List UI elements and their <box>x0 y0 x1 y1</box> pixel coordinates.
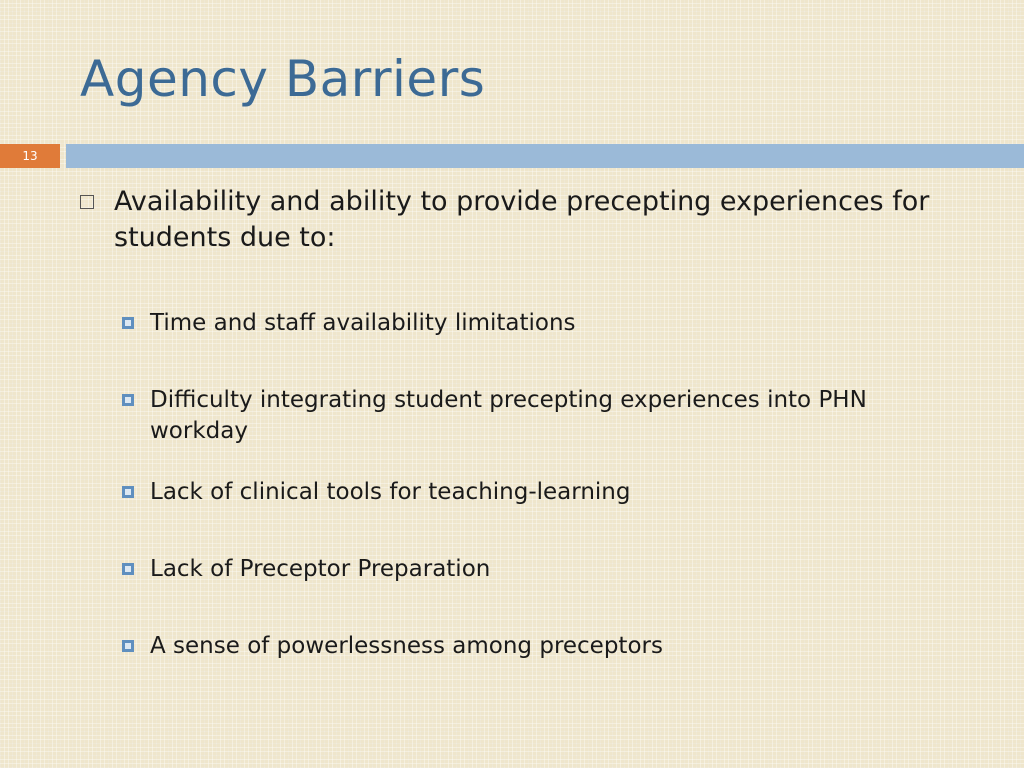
header-divider-bar <box>66 144 1024 168</box>
sub-bullet-item <box>122 554 922 585</box>
slide-number-badge: 13 <box>0 144 60 168</box>
filled-square-bullet-icon <box>122 486 134 498</box>
main-bullet-text: Availability and ability to provide precepting experiences for students due to: <box>114 186 930 253</box>
sub-bullet-text: Lack of Preceptor Preparation <box>150 556 491 582</box>
sub-bullet-text: Lack of clinical tools for teaching-learning <box>150 479 631 505</box>
sub-bullet-text: A sense of powerlessness among preceptors <box>150 633 663 659</box>
filled-square-bullet-icon <box>122 394 134 406</box>
hollow-square-bullet-icon <box>80 195 94 209</box>
sub-bullet-text: Time and staff availability limitations <box>150 310 576 336</box>
sub-bullet-item <box>122 308 922 339</box>
sub-bullet-item <box>122 477 922 508</box>
slide-title: Agency Barriers <box>80 50 486 108</box>
filled-square-bullet-icon <box>122 563 134 575</box>
filled-square-bullet-icon <box>122 640 134 652</box>
main-bullet <box>80 184 990 256</box>
sub-bullet-item <box>122 631 922 662</box>
sub-bullet-item <box>122 385 922 447</box>
filled-square-bullet-icon <box>122 317 134 329</box>
sub-bullet-text: Difficulty integrating student precepting experiences into PHN workday <box>150 387 867 444</box>
